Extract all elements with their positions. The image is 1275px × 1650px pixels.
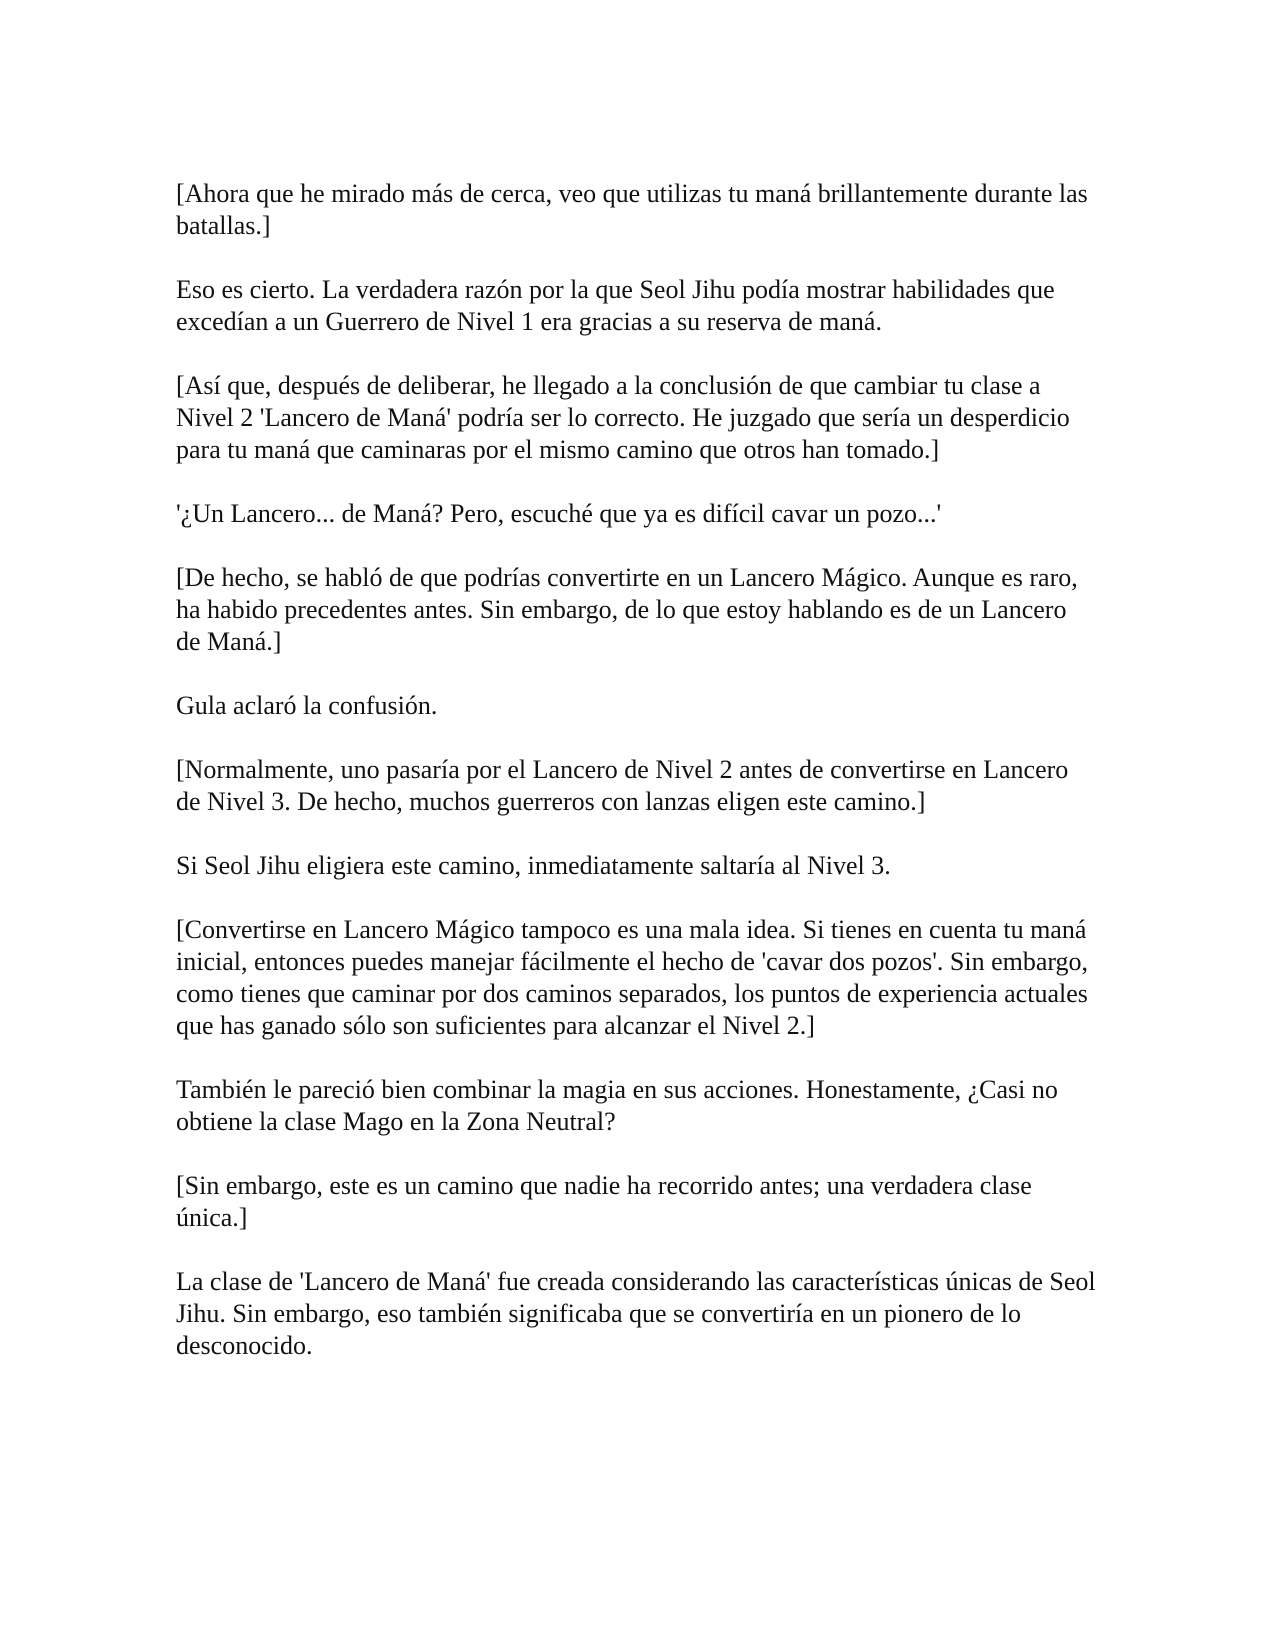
paragraph: Eso es cierto. La verdadera razón por la que Seol Jihu podía mostrar habilidades que excedían a un Guerrero de Nivel 1 era gracias a su reserva de maná. [176, 275, 1055, 336]
paragraph: La clase de 'Lancero de Maná' fue creada considerando las características únicas de Seol Jihu. Sin embargo, eso también significaba que se convertiría en un pionero de lo desconocido. [176, 1267, 1096, 1360]
paragraph: También le pareció bien combinar la magia en sus acciones. Honestamente, ¿Casi no obtiene la clase Mago en la Zona Neutral? [176, 1075, 1058, 1136]
paragraph: [Ahora que he mirado más de cerca, veo que utilizas tu maná brillantemente durante las batallas.] [176, 179, 1088, 240]
paragraph: Gula aclaró la confusión. [176, 691, 438, 720]
paragraph: [De hecho, se habló de que podrías convertirte en un Lancero Mágico. Aunque es raro, ha habido precedentes antes. Sin embargo, de lo que estoy hablando es de un Lancero de Maná.] [176, 563, 1078, 656]
paragraph: Si Seol Jihu eligiera este camino, inmediatamente saltaría al Nivel 3. [176, 851, 891, 880]
document-body [176, 178, 1096, 1362]
paragraph: [Normalmente, uno pasaría por el Lancero de Nivel 2 antes de convertirse en Lancero de Nivel 3. De hecho, muchos guerreros con lanzas eligen este camino.] [176, 755, 1069, 816]
paragraph: [Así que, después de deliberar, he llegado a la conclusión de que cambiar tu clase a Nivel 2 'Lancero de Maná' podría ser lo correcto. He juzgado que sería un desperdicio para tu maná que caminaras por el mismo camino que otros han tomado.] [176, 371, 1070, 464]
paragraph: '¿Un Lancero... de Maná? Pero, escuché que ya es difícil cavar un pozo...' [176, 499, 942, 528]
paragraph: [Sin embargo, este es un camino que nadie ha recorrido antes; una verdadera clase única.] [176, 1171, 1032, 1232]
paragraph: [Convertirse en Lancero Mágico tampoco es una mala idea. Si tienes en cuenta tu maná inicial, entonces puedes manejar fácilmente el hecho de 'cavar dos pozos'. Sin embargo, como tienes que caminar por dos caminos separados, los puntos de experiencia actuales que has ganado sólo son suficientes para alcanzar el Nivel 2.] [176, 915, 1089, 1040]
